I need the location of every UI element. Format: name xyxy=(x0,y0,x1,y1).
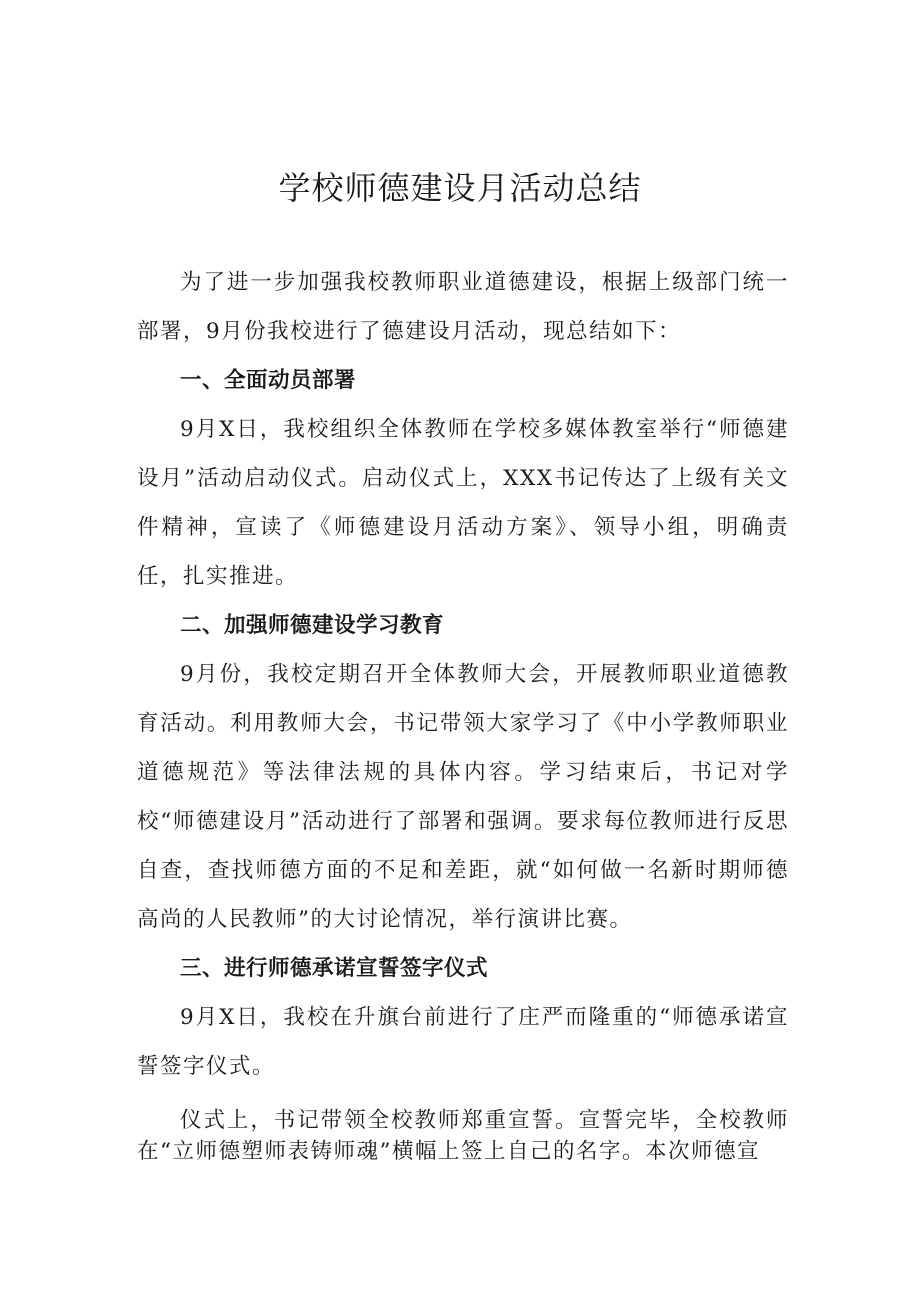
section-heading-3: 三、进行师德承诺宣誓签字仪式 xyxy=(180,956,489,981)
document-body xyxy=(137,258,789,1167)
intro-paragraph: 为了进一步加强我校教师职业道德建设，根据上级部门统一部署，9月份我校进行了德建设月活动，现总结如下： xyxy=(137,270,789,344)
section-heading-2: 二、加强师德建设学习教育 xyxy=(180,613,445,638)
section-heading-1: 一、全面动员部署 xyxy=(180,368,357,393)
section-1-paragraph-1: 9月X日，我校组织全体教师在学校多媒体教室举行“师德建设月”活动启动仪式。启动仪式上，XXX书记传达了上级有关文件精神，宣读了《师德建设月活动方案》、领导小组，明确责任，扎实推进。 xyxy=(137,417,789,589)
section-3-paragraph-1: 9月X日，我校在升旗台前进行了庄严而隆重的“师德承诺宣誓签字仪式。 xyxy=(137,1005,789,1079)
document-title: 学校师德建设月活动总结 xyxy=(278,169,642,207)
section-2-paragraph-1: 9月份，我校定期召开全体教师大会，开展教师职业道德教育活动。利用教师大会，书记带领大家学习了《中小学教师职业道德规范》等法律法规的具体内容。学习结束后，书记对学校“师德建设月”活动进行了部署和强调。要求每位教师进行反思自查，查找师德方面的不足和差距，就“如何做一名新时期师德高尚的人民教师”的大讨论情况，举行演讲比赛。 xyxy=(137,662,789,932)
section-3-paragraph-2: 仪式上，书记带领全校教师郑重宣誓。宣誓完毕，全校教师在“立师德塑师表铸师魂”横幅上签上自己的名字。本次师德宣 xyxy=(137,1108,789,1164)
